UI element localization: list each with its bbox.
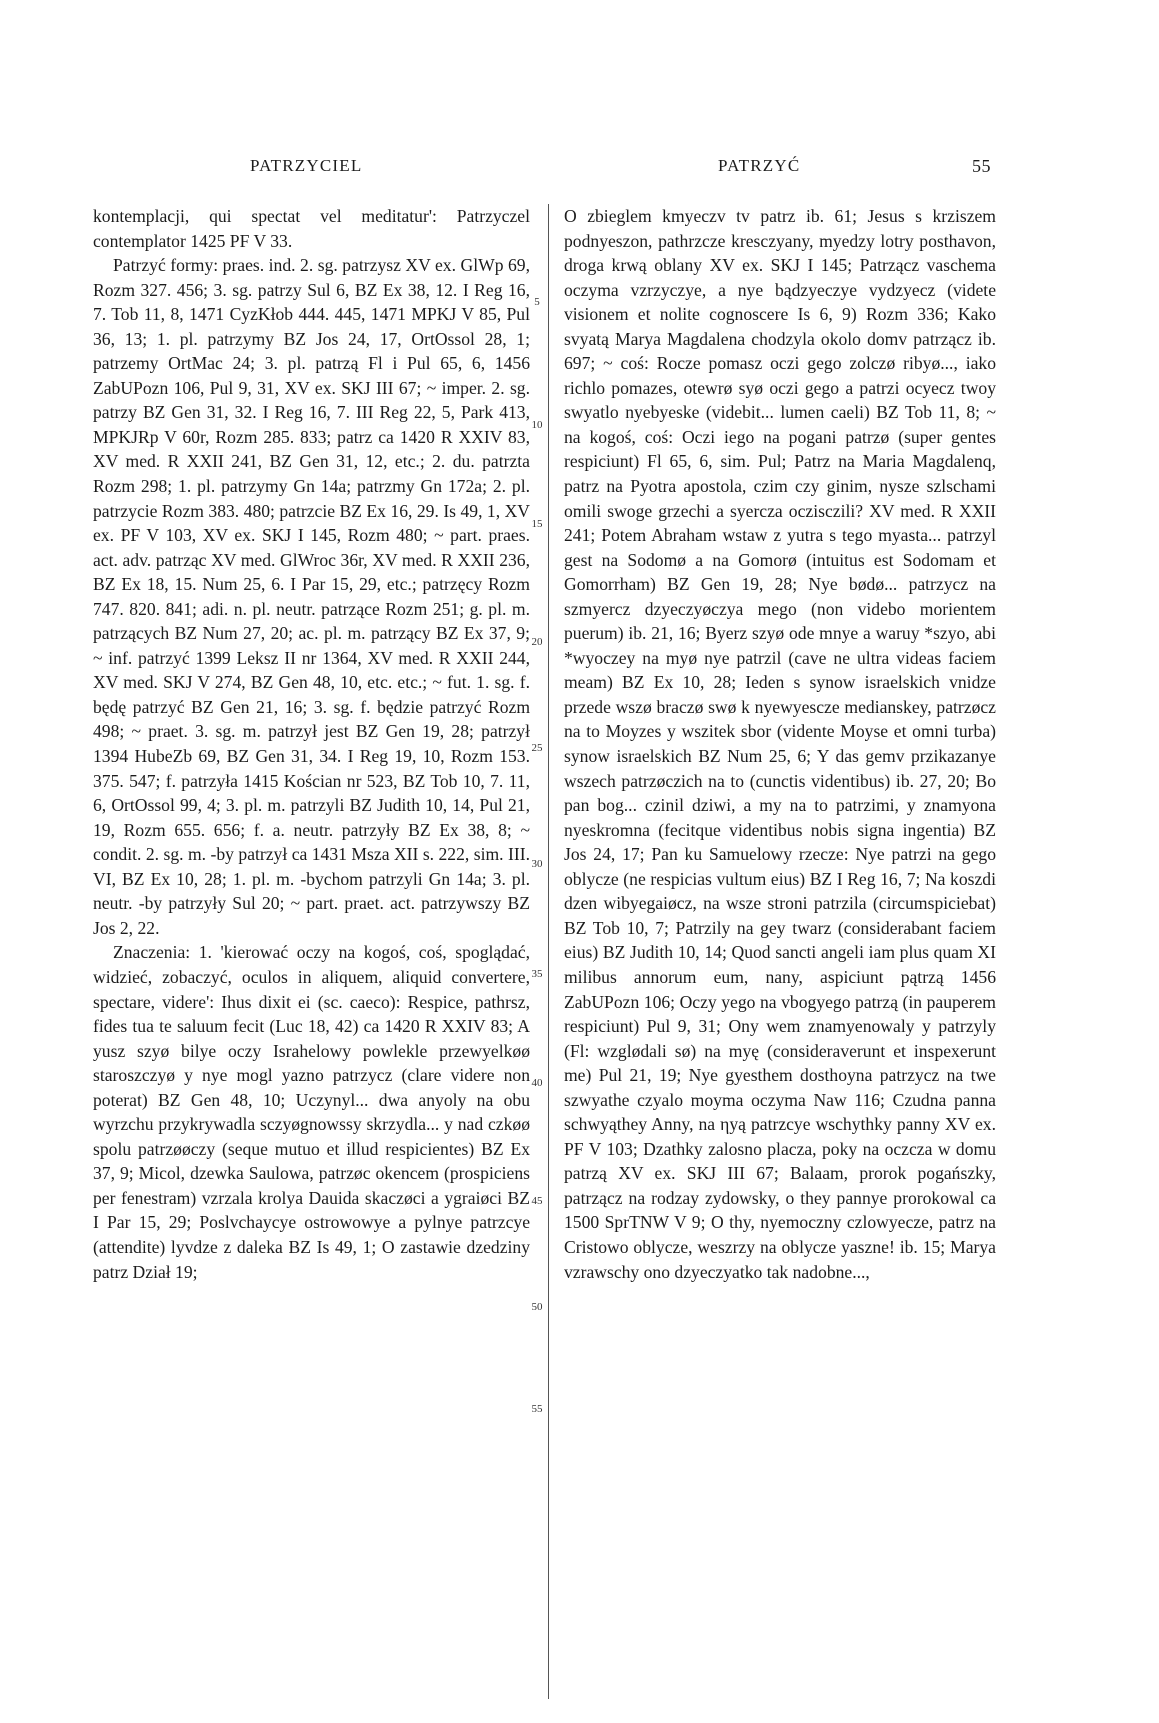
entry-citations-paragraph: O zbieglem kmyeczv tv patrz ib. 61; Jesus s krziszem podnyeszon, pathrzcze kresczyany, myedzy lotry posthavon, droga krwą oblany XV ex. SKJ I 145; Patrząсz vaschema oczyma vzrzyczye, a nye bądzyeczye vydzyecz (videte visionem et nolite cognoscere Is 6, 9) Rozm 336; Kako svyatą Marya Magdalena chodzyla okolo domv patrzącz ib. 697; ~ coś: Rocze pomasz oczi gego zolczø ribyø..., iako richlo pomazes, otewrø syø oczi gego a patrzi ocyecz twoy swyatlo nyebyeske (videbit... lumen caeli) BZ Tob 11, 8; ~ na kogoś, coś: Oczi iego na pogani patrzø (super gentes respiciunt) Fl 65, 6, sim. Pul; Patrz na Maria Magdalenq, patrz na Pyotra apostola, czim czy ginim, nysze szlschami omili swoge grzechi a syercza oczisczili? XV med. R XXII 241; Potem Abraham wstaw z yutra s tego myasta... patrzyl gest na Sodomø a na Gomorø (intuitus est Sodomam et Gomorrham) BZ Gen 19, 28; Nye bødø... patrzycz na szmyercz dzyeczyøczya mego (non videbo morientem puerum) ib. 21, 16; Byerz szyø ode mnye a waruy *szyo, abi *wyoczey na myø nye patrzil (cave ne ultra videas faciem meam) BZ Ex 10, 28; Ieden s synow israelskich vnidze przede wszø braczø swø k nyewyescze medianskey, patrzøcz na to Moyzes y wszitek sbor (vidente Moyse et omni turba) synow israelskich BZ Num 25, 6; Y das gemv przikazanye wszech patrzøczich na to (cunctis videntibus) ib. 27, 20; Bo pan bog... czinil dziwi, a my na to patrzimi, y znamyona nyeskromna (fecitque videntibus nobis signa ingentia) BZ Jos 24, 17; Pan ku Samuelowy rzecze: Nye patrzi na gego oblycze (ne respicias vultum eius) BZ I Reg 16, 7; Na koszdi dzen wibyegaiøcz, na wsze stroni patrzila (circumspiciebat) BZ Tob 10, 7; Patrzily na gey twarz (considerabant faciem eius) BZ Judith 10, 14; Quod sancti angeli iam plus quam XI milibus annorum eum, nany, aspiciunt pątrzą 1456 ZabUPozn 106; Oczy yego na vbogyego patrzą (in pauperem respiciunt) Pul 9, 31; Ony wem znamyenowaly y patrzyly (Fl: wzglødali sø) na myę (consideraverunt et inspexerunt me) Pul 21, 19; Nye gyesthem dosthoyna patrzycz na twe szwyathe czyalo moyma oczyma Naw 116; Czudna panna schwyąthey Anny, na ηyą patrzcye wschythky panny XV ex. PF V 103; Dzathky zalosno placza, poky na oczcza w domu patrzą XV ex. SKJ III 67; Balaam, prorok pogańszky, patrząсz na rodzay zydowsky, o they pannye prorokowal ca 1500 SprTNW V 9; O thy, nyemoczny czlowyeczе, patrz na Cristowo oblycze, weszrzy na oblycze yaszne! ib. 15; Marya vzrawschy ono dzyeczyatko tak nadobne..., xyxy=(564,206,996,1282)
column-divider xyxy=(548,204,549,1699)
running-header-center: PATRZYĆ xyxy=(718,156,801,175)
left-column xyxy=(93,204,530,1284)
line-number: 15 xyxy=(531,518,543,530)
line-number: 35 xyxy=(531,968,543,980)
line-number: 40 xyxy=(531,1077,543,1089)
line-number: 25 xyxy=(531,742,543,754)
right-column xyxy=(564,204,996,1284)
line-number: 50 xyxy=(531,1301,543,1313)
page-number: 55 xyxy=(972,156,991,176)
line-number: 45 xyxy=(531,1195,543,1207)
line-number: 30 xyxy=(531,858,543,870)
entry-paragraph: kontemplacji, qui spectat vel meditatur': Patrzyczel contemplator 1425 PF V 33. xyxy=(93,206,530,251)
running-header-left: PATRZYCIEL xyxy=(250,156,363,175)
line-number: 55 xyxy=(531,1403,543,1415)
line-number: 10 xyxy=(531,419,543,431)
entry-meanings-paragraph: Znaczenia: 1. 'kierować oczy na kogoś, coś, spoglądać, widzieć, zobaczyć, oculos in aliquem, aliquid convertere, spectare, videre': Ihus dixit ei (sc. caeco): Respice, pathrsz, fides tua te saluum fecit (Luc 18, 42) ca 1420 R XXIV 83; A yusz szyø bilye oczy Israhelowy powleklе przewyelkøø staroszczyø y nye mogl yazno patrzycz (clare videre non poterat) BZ Gen 48, 10; Uczynyl... dwa anyoly na obu wyrzchu przykrywadla sczyøgnowssy skrzydla... y nad czkøø spolu patrzøøczy (seque mutuo et illud respicientes) BZ Ex 37, 9; Micol, dzewka Saulowa, patrzøc okencem (prospiciens per fenestram) vzrzala krolya Dauida skaczøci a ygraiøci BZ I Par 15, 29; Poslvchaycye ostrowowye a pylnye patrzcye (attendite) lyvdze z daleka BZ Is 49, 1; O zastawie dzedziny patrz Dział 19; xyxy=(93,942,530,1282)
line-number: 20 xyxy=(531,636,543,648)
line-number: 5 xyxy=(534,296,540,308)
entry-forms-paragraph: Patrzyć formy: praes. ind. 2. sg. patrzysz XV ex. GlWp 69, Rozm 327. 456; 3. sg. patrzy Sul 6, BZ Ex 38, 12. I Reg 16, 7. Tob 11, 8, 1471 CyzKłob 444. 445, 1471 MPKJ V 85, Pul 36, 13; 1. pl. patrzymy BZ Jos 24, 17, OrtOssol 28, 1; patrzemy OrtMac 24; 3. pl. patrzą Fl i Pul 65, 6, 1456 ZabUPozn 106, Pul 9, 31, XV ex. SKJ III 67; ~ imper. 2. sg. patrzy BZ Gen 31, 32. I Reg 16, 7. III Reg 22, 5, Park 413, MPKJRp V 60r, Rozm 285. 833; patrz ca 1420 R XXIV 83, XV med. R XXII 241, BZ Gen 31, 12, etc.; 2. du. patrzta Rozm 298; 1. pl. patrzymy Gn 14a; patrzmy Gn 172a; 2. pl. patrzycie Rozm 383. 480; patrzcie BZ Ex 16, 29. Is 49, 1, XV ex. PF V 103, XV ex. SKJ I 145, Rozm 480; ~ part. praes. act. adv. patrząc XV med. GlWroc 36r, XV med. R XXII 236, BZ Ex 18, 15. Num 25, 6. I Par 15, 29, etc.; patrzęcy Rozm 747. 820. 841; adi. n. pl. neutr. patrzące Rozm 251; g. pl. m. patrzących BZ Num 27, 20; ac. pl. m. patrzący BZ Ex 37, 9; ~ inf. patrzyć 1399 Leksz II nr 1364, XV med. R XXII 244, XV med. SKJ V 274, BZ Gen 48, 10, etc. etc.; ~ fut. 1. sg. f. będę patrzyć BZ Gen 21, 16; 3. sg. f. będzie patrzyć Rozm 498; ~ praet. 3. sg. m. patrzył jest BZ Gen 19, 28; patrzył 1394 HubeZb 69, BZ Gen 31, 34. I Reg 19, 10, Rozm 153. 375. 547; f. patrzyła 1415 Kościan nr 523, BZ Tob 10, 7. 11, 6, OrtOssol 99, 4; 3. pl. m. patrzyli BZ Judith 10, 14, Pul 21, 19, Rozm 655. 656; f. a. neutr. patrzyły BZ Ex 38, 8; ~ condit. 2. sg. m. -by patrzył ca 1431 Msza XII s. 222, sim. III. VI, BZ Ex 10, 28; 1. pl. m. -bychom patrzyli Gn 14a; 3. pl. neutr. -by patrzyły Sul 20; ~ part. praet. act. patrzywszy BZ Jos 2, 22. xyxy=(93,255,530,938)
